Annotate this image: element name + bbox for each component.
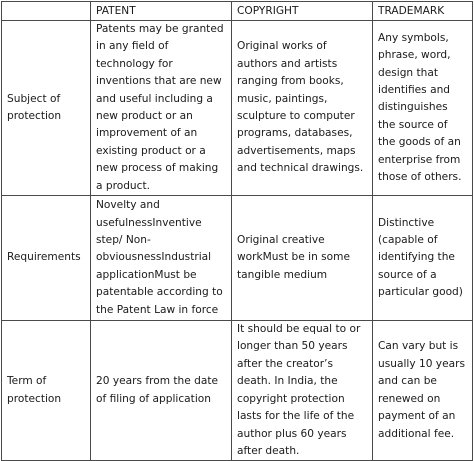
trademark-cell: Can vary but is usually 10 years and can be renewed on payment of an additional fee.	[373, 321, 473, 461]
ip-comparison-table	[1, 1, 473, 461]
table-row	[2, 21, 473, 196]
copyright-cell: Original creative workMust be in some tangible medium	[232, 196, 373, 321]
patent-cell: Novelty and usefulnessInventive step/ Non-obviousnessIndustrial applicationMust be patentable according to the Patent Law in force	[91, 196, 232, 321]
row-label	[2, 21, 91, 196]
table-row	[2, 196, 473, 321]
trademark-cell: Distinctive (capable of identifying the source of a particular good)	[373, 196, 473, 321]
row-label-text: Subject of protection	[7, 92, 62, 123]
trademark-cell: Any symbols, phrase, word, design that identifies and distinguishes the source of the goods of an enterprise from those of others.	[373, 21, 473, 196]
header-trademark: TRADEMARK	[373, 2, 473, 21]
row-label: Requirements	[2, 196, 91, 321]
patent-cell: 20 years from the date of filing of application	[91, 321, 232, 461]
header-copyright: COPYRIGHT	[232, 2, 373, 21]
patent-cell: Patents may be granted in any field of technology for inventions that are new and useful including a new product or an improvement of an existing product or a new process of making a product.	[91, 21, 232, 196]
copyright-cell: Original works of authors and artists ranging from books, music, paintings, sculpture to computer programs, databases, advertisements, maps and technical drawings.	[232, 21, 373, 196]
header-patent: PATENT	[91, 2, 232, 21]
copyright-cell: It should be equal to or longer than 50 years after the creator’s death. In India, the copyright protection lasts for the life of the author plus 60 years after death.	[232, 321, 373, 461]
row-label-text: Term of protection	[7, 375, 62, 405]
header-empty-cell	[2, 2, 91, 21]
header-row	[2, 2, 473, 21]
row-label	[2, 321, 91, 461]
table-row	[2, 321, 473, 461]
